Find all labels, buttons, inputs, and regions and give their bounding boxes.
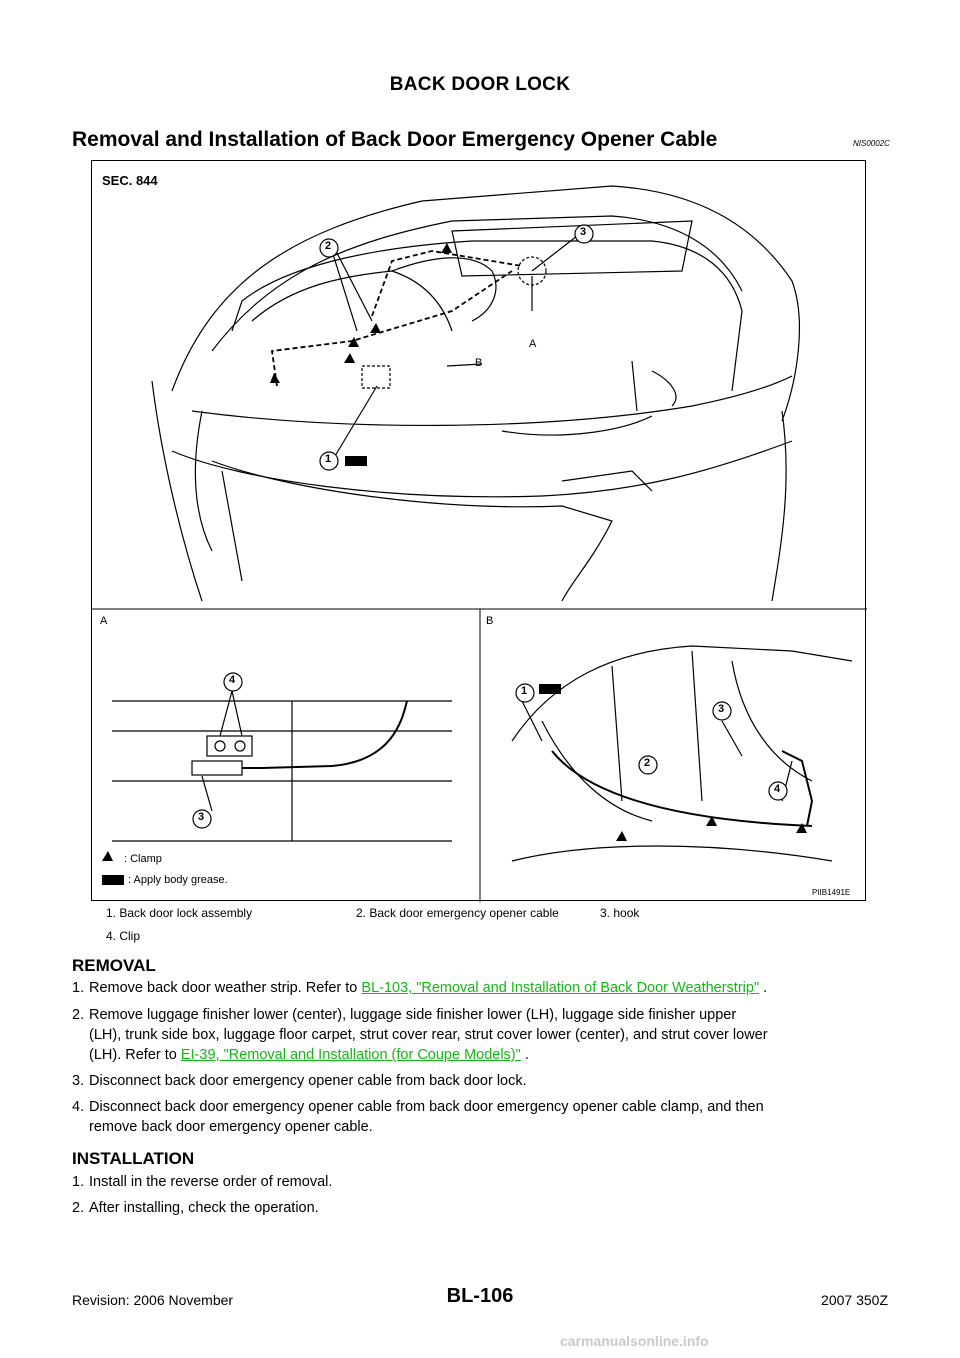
caption-2: 2. Back door emergency opener cable: [356, 906, 559, 920]
step-text: Install in the reverse order of removal.: [89, 1174, 333, 1190]
step-number: 2.: [72, 1007, 85, 1023]
legend-clamp: : Clamp: [124, 853, 162, 865]
view-b-label: B: [486, 615, 494, 627]
removal-step-1: [72, 978, 888, 998]
figure-illustration: [92, 161, 867, 902]
step-number: 1.: [72, 980, 85, 996]
step-text: [89, 978, 767, 998]
step-text-line2: (LH), trunk side box, luggage floor carpet, strut cover rear, strut cover lower (center), and strut cover lower: [89, 1027, 768, 1043]
step-text-line1: Remove luggage finisher lower (center), luggage side finisher lower (LH), luggage side finisher upper: [89, 1007, 737, 1023]
sec-label: SEC. 844: [102, 173, 158, 188]
step-text-tail: .: [759, 980, 768, 996]
footer-revision: Revision: 2006 November: [72, 1292, 234, 1308]
removal-step-3: [72, 1071, 888, 1091]
watermark: carmanualsonline.info: [560, 1333, 709, 1349]
installation-heading: INSTALLATION: [72, 1149, 195, 1168]
callout-4-b: 4: [774, 783, 781, 795]
caption-1: 1. Back door lock assembly: [106, 906, 253, 920]
link-bl-103[interactable]: BL-103, "Removal and Installation of Back Door Weatherstrip": [361, 980, 760, 996]
installation-step-2: [72, 1198, 888, 1218]
step-text-line1: Disconnect back door emergency opener cable from back door emergency opener cable clamp, and then: [89, 1099, 764, 1115]
step-text-main: Remove back door weather strip. Refer to: [89, 980, 362, 996]
footer-model: 2007 350Z: [821, 1292, 888, 1308]
callout-2: 2: [325, 240, 332, 252]
caption-3: 3. hook: [600, 906, 640, 920]
callout-3: 3: [580, 226, 587, 238]
footer-page-number: BL-106: [446, 1285, 514, 1307]
callout-1-b: 1: [521, 685, 528, 697]
callout-2-b: 2: [644, 757, 651, 769]
step-number: 4.: [72, 1099, 85, 1115]
figure-id: PIIB1491E: [812, 888, 851, 897]
view-a-pointer-label: A: [529, 338, 537, 350]
page-header: BACK DOOR LOCK: [389, 74, 571, 95]
step-text-line3-pre: (LH). Refer to: [89, 1047, 181, 1063]
installation-step-1: [72, 1172, 888, 1192]
step-text-line2: remove back door emergency opener cable.: [89, 1119, 373, 1135]
callout-3-b: 3: [718, 703, 725, 715]
removal-heading: REMOVAL: [72, 956, 156, 975]
view-a-label: A: [100, 615, 108, 627]
callout-1: 1: [325, 453, 332, 465]
callout-4-a: 4: [229, 674, 236, 686]
step-number: 2.: [72, 1200, 85, 1216]
caption-4: 4. Clip: [106, 929, 141, 943]
callout-3-a: 3: [198, 811, 205, 823]
step-text: After installing, check the operation.: [89, 1200, 319, 1216]
legend-grease: : Apply body grease.: [128, 874, 228, 886]
step-text-tail: .: [520, 1047, 529, 1063]
view-b-pointer-label: B: [475, 357, 483, 369]
removal-step-2: [72, 1005, 888, 1065]
section-title: Removal and Installation of Back Door Emergency Opener Cable: [72, 128, 718, 151]
step-text: Disconnect back door emergency opener cable from back door lock.: [89, 1073, 527, 1089]
figure-panel: [91, 160, 866, 901]
link-ei-39[interactable]: EI-39, "Removal and Installation (for Coupe Models)": [180, 1047, 521, 1063]
step-number: 3.: [72, 1073, 85, 1089]
step-number: 1.: [72, 1174, 85, 1190]
section-code: NIS0002C: [853, 139, 890, 148]
removal-step-4: [72, 1097, 888, 1137]
step-text-line3: [89, 1045, 529, 1065]
